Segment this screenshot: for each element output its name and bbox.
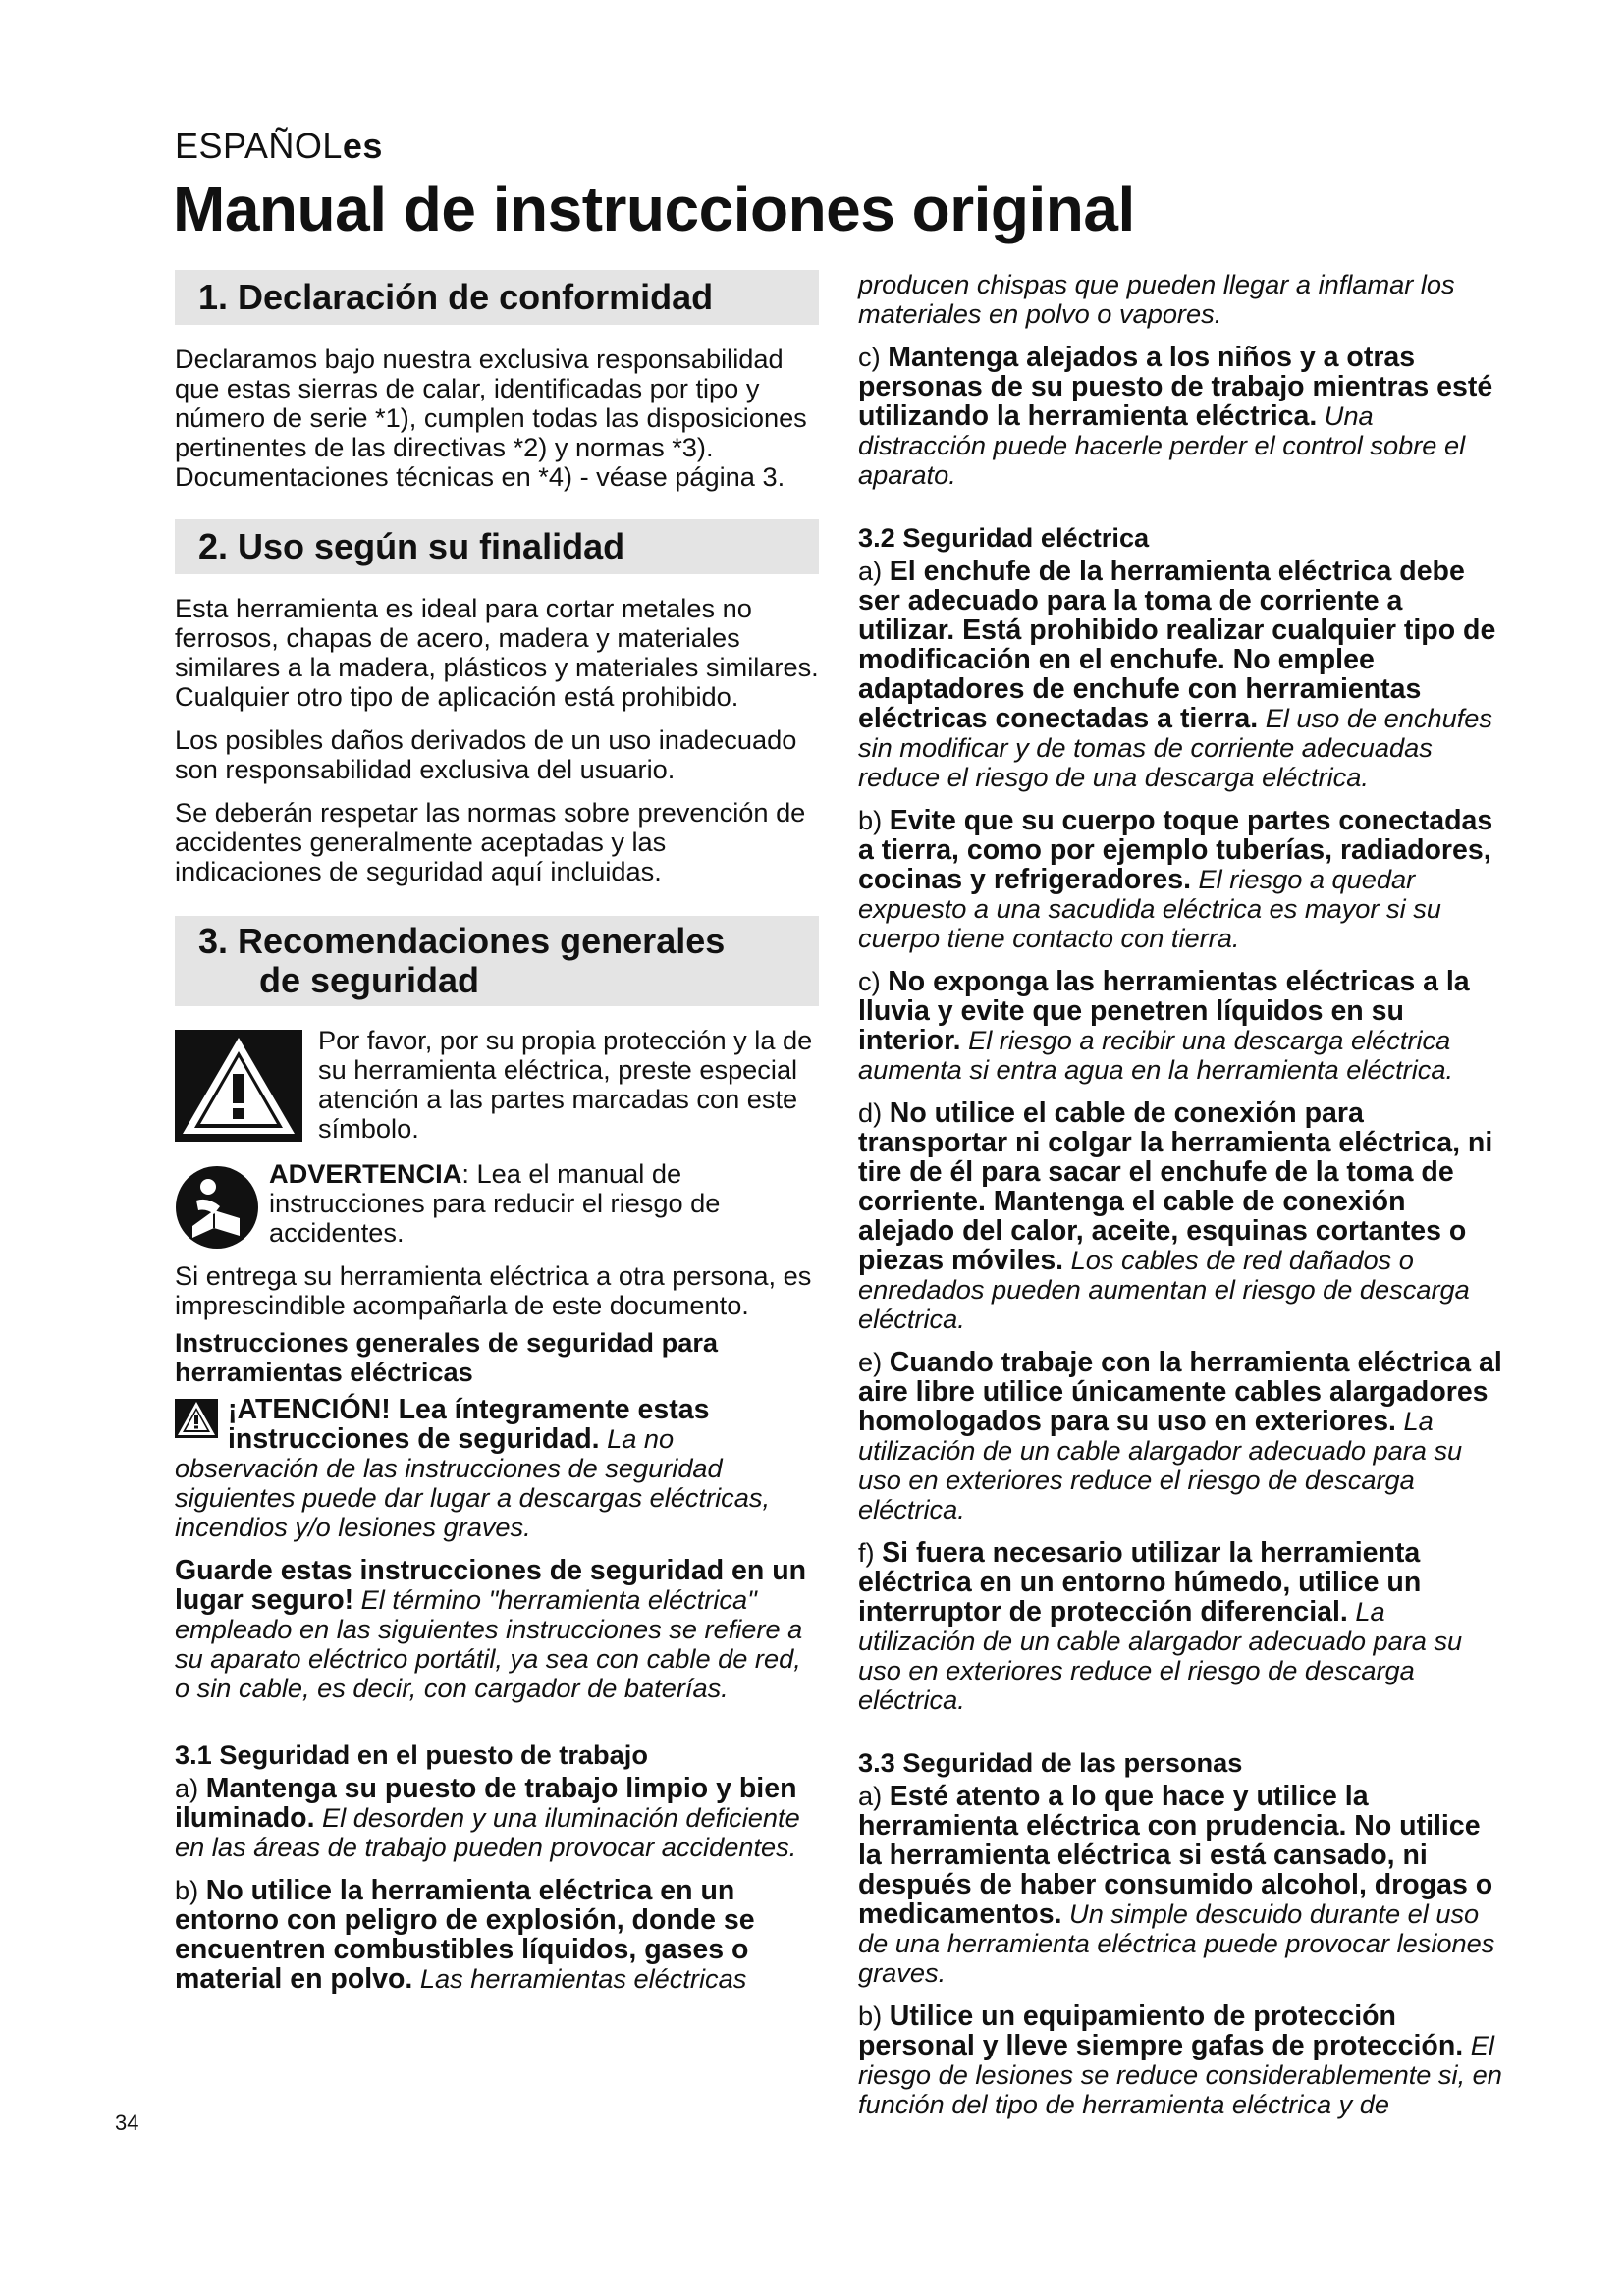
electrica-item-f <box>858 1538 1506 1715</box>
item-italic: Un simple descuido durante el uso de una herramienta eléctrica puede provocar lesiones graves. <box>858 1898 1495 1988</box>
item-italic: Las herramientas eléctricas <box>412 1963 747 1994</box>
item-prefix: b) <box>175 1875 206 1905</box>
language-label <box>175 126 383 167</box>
uso-paragraph-1: Esta herramienta es ideal para cortar metales no ferrosos, chapas de acero, madera y materiales similares a la madera, plásticos y materiales similares. Cualquier otro tipo de aplicación está prohibido. <box>175 593 819 712</box>
personas-item-b <box>858 2002 1506 2119</box>
atencion-paragraph <box>175 1395 819 1542</box>
item-italic: La utilización de un cable alargador adecuado para su uso en exteriores reduce el riesgo de descarga eléctrica. <box>858 1596 1463 1715</box>
section-heading-line2: de seguridad <box>259 960 480 1000</box>
subsection-heading-electrica: 3.2 Seguridad eléctrica <box>858 522 1150 553</box>
item-prefix: a) <box>175 1773 206 1803</box>
item-italic: Una distracción puede hacerle perder el control sobre el aparato. <box>858 400 1466 490</box>
left-column <box>175 270 819 2007</box>
page-number: 34 <box>115 2110 139 2135</box>
advertencia-note <box>175 1159 819 1255</box>
item-italic: Los cables de red dañados o enredados pueden aumentan el riesgo de descarga eléctrica. <box>858 1245 1470 1334</box>
language-name: ESPAÑOL <box>175 126 343 166</box>
item-prefix: b) <box>858 805 890 835</box>
item-prefix: c) <box>858 342 889 372</box>
item-bold: No utilice la herramienta eléctrica en un entorno con peligro de explosión, donde se encuentren combustibles líquidos, gases o material en polvo. <box>175 1875 755 1995</box>
puesto-item-b-continued <box>858 270 1506 329</box>
warning-triangle-icon <box>175 1030 302 1148</box>
item-bold: Utilice un equipamiento de protección personal y lleve siempre gafas de protección. <box>858 2001 1464 2061</box>
guarde-bold: Guarde estas instrucciones de seguridad en un lugar seguro! <box>175 1555 807 1616</box>
puesto-item-b <box>175 1876 819 1994</box>
advertencia-text: : Lea el manual de instrucciones para reducir el riesgo de accidentes. <box>269 1158 721 1248</box>
electrica-item-e <box>858 1348 1506 1524</box>
item-italic: El riesgo a quedar expuesto a una sacudida eléctrica es mayor si su cuerpo tiene contacto con tierra. <box>858 864 1441 953</box>
advertencia-label: ADVERTENCIA <box>269 1158 462 1189</box>
guarde-paragraph <box>175 1556 819 1703</box>
item-bold: El enchufe de la herramienta eléctrica debe ser adecuado para la toma de corriente a utilizar. Está prohibido realizar cualquier tipo de modificación en el enchufe. No emplee adaptadores de enchufe con herramientas eléctricas conectadas a tierra. <box>858 556 1496 734</box>
item-prefix: d) <box>858 1097 890 1128</box>
personas-item-a <box>858 1782 1506 1988</box>
language-code: es <box>342 126 383 166</box>
item-bold: No utilice el cable de conexión para transportar ni colgar la herramienta eléctrica, ni tire de él para sacar el enchufe de la toma de corriente. Mantenga el cable de conexión alejado del calor, aceite, esquinas cortantes o piezas móviles. <box>858 1097 1493 1276</box>
right-column <box>858 270 1506 2133</box>
guarde-italic: El término "herramienta eléctrica" empleado en las siguientes instrucciones se refiere a su aparato eléctrico portátil, ya sea con cable de red, o sin cable, es decir, con cargador de baterías. <box>175 1584 803 1703</box>
item-prefix: c) <box>858 966 889 996</box>
item-italic: El riesgo de lesiones se reduce considerablemente si, en función del tipo de herramienta eléctrica y de <box>858 2030 1502 2119</box>
item-italic: El desorden y una iluminación deficiente en las áreas de trabajo pueden provocar accidentes. <box>175 1802 800 1862</box>
page-title: Manual de instrucciones original <box>173 174 1135 244</box>
item-prefix: f) <box>858 1537 883 1568</box>
declaracion-text: Declaramos bajo nuestra exclusiva responsabilidad que estas sierras de calar, identificadas por tipo y número de serie *1), cumplen todas las disposiciones pertinentes de las directivas *2) y normas *3). Documentaciones técnicas en *4) - véase página 3. <box>175 344 807 492</box>
section-heading-line1: Recomendaciones generales <box>238 921 726 961</box>
item-bold: No exponga las herramientas eléctricas a la lluvia y evite que penetren líquidos en su interior. <box>858 966 1470 1056</box>
item-italic: producen chispas que pueden llegar a inflamar los materiales en polvo o vapores. <box>858 269 1455 329</box>
general-safety-heading: Instrucciones generales de seguridad para herramientas eléctricas <box>175 1327 719 1387</box>
electrica-item-a <box>858 557 1506 792</box>
electrica-item-d <box>858 1098 1506 1334</box>
item-prefix: e) <box>858 1347 890 1377</box>
subsection-heading-personas: 3.3 Seguridad de las personas <box>858 1747 1243 1778</box>
section-heading-uso: 2. Uso según su finalidad <box>175 519 819 574</box>
puesto-item-a <box>175 1774 819 1862</box>
subsection-heading-puesto: 3.1 Seguridad en el puesto de trabajo <box>175 1739 648 1770</box>
electrica-item-b <box>858 806 1506 953</box>
item-prefix: a) <box>858 556 890 586</box>
item-prefix: b) <box>858 2001 890 2031</box>
item-bold: Mantenga alejados a los niños y a otras personas de su puesto de trabajo mientras esté utilizando la herramienta eléctrica. <box>858 342 1493 432</box>
section-heading-number: 3. <box>198 921 229 961</box>
atencion-italic: La no observación de las instrucciones de seguridad siguientes puede dar lugar a descargas eléctricas, incendios y/o lesiones graves. <box>175 1423 771 1542</box>
warning-symbol-note <box>175 1026 819 1148</box>
item-bold: Cuando trabaje con la herramienta eléctrica al aire libre utilice únicamente cables alargadores homologados para su uso en exteriores. <box>858 1347 1502 1437</box>
section-heading-declaracion: 1. Declaración de conformidad <box>175 270 819 325</box>
section-heading-recomendaciones <box>175 916 819 1006</box>
warning-triangle-small-icon <box>175 1399 218 1444</box>
item-italic: La utilización de un cable alargador adecuado para su uso en exteriores reduce el riesgo de descarga eléctrica. <box>858 1406 1463 1524</box>
item-italic: El riesgo a recibir una descarga eléctrica aumenta si entra agua en la herramienta eléctrica. <box>858 1025 1454 1085</box>
uso-paragraph-2: Los posibles daños derivados de un uso inadecuado son responsabilidad exclusiva del usuario. <box>175 724 797 784</box>
symbol-note-text: Por favor, por su propia protección y la de su herramienta eléctrica, preste especial atención a las partes marcadas con este símbolo. <box>318 1025 813 1144</box>
item-bold: Evite que su cuerpo toque partes conectadas a tierra, como por ejemplo tuberías, radiadores, cocinas y refrigeradores. <box>858 805 1493 895</box>
read-manual-icon <box>175 1165 259 1255</box>
puesto-item-c <box>858 343 1506 490</box>
item-prefix: a) <box>858 1781 890 1811</box>
item-italic: El uso de enchufes sin modificar y de tomas de corriente adecuadas reduce el riesgo de una descarga eléctrica. <box>858 703 1492 792</box>
item-bold: Esté atento a lo que hace y utilice la herramienta eléctrica con prudencia. No utilice la herramienta eléctrica si está cansado, ni después de haber consumido alcohol, drogas o medicamentos. <box>858 1781 1493 1930</box>
item-bold: Mantenga su puesto de trabajo limpio y bien iluminado. <box>175 1773 797 1834</box>
atencion-bold: ¡ATENCIÓN! Lea íntegramente estas instrucciones de seguridad. <box>228 1394 710 1455</box>
handover-text: Si entrega su herramienta eléctrica a otra persona, es imprescindible acompañarla de este documento. <box>175 1260 812 1320</box>
electrica-item-c <box>858 967 1506 1085</box>
uso-paragraph-3: Se deberán respetar las normas sobre prevención de accidentes generalmente aceptadas y las indicaciones de seguridad aquí incluidas. <box>175 797 806 886</box>
item-bold: Si fuera necesario utilizar la herramienta eléctrica en un entorno húmedo, utilice un interruptor de protección diferencial. <box>858 1537 1422 1628</box>
